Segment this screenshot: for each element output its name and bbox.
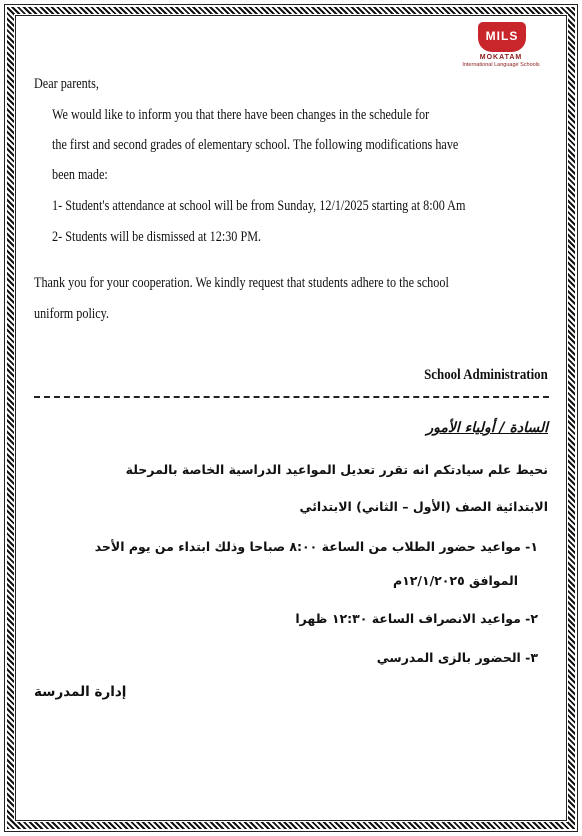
logo-school-name: MOKATAM bbox=[479, 54, 523, 61]
logo-school-subtitle: International Language Schools bbox=[462, 62, 540, 68]
logo-badge: MILS bbox=[478, 22, 526, 52]
school-logo bbox=[452, 20, 550, 74]
arabic-list-item: ٢- مواعيد الانصراف الساعة ١٢:٣٠ ظهرا bbox=[295, 611, 538, 626]
arabic-list-item: ١- مواعيد حضور الطلاب من الساعة ٨:٠٠ صباحا وذلك ابتداء من يوم الأحد bbox=[94, 539, 538, 554]
english-intro-line: been made: bbox=[52, 167, 108, 183]
arabic-intro-line: نحيط علم سيادتكم انه تقرر تعديل المواعيد الدراسية الخاصة بالمرحلة bbox=[125, 462, 548, 477]
english-intro-line: We would like to inform you that there have been changes in the schedule for bbox=[52, 107, 430, 123]
english-list-item: 1- Student's attendance at school will be from Sunday, 12/1/2025 starting at 8:00 Am bbox=[52, 198, 466, 214]
arabic-list-item: ٣- الحضور بالزى المدرسي bbox=[376, 650, 538, 665]
english-list-item: 2- Students will be dismissed at 12:30 PM. bbox=[52, 229, 262, 245]
arabic-list-item-continuation: الموافق ١٢/١/٢٠٢٥م bbox=[392, 573, 518, 588]
arabic-signature: إدارة المدرسة bbox=[34, 684, 127, 700]
arabic-salutation: السادة / أولياء الأمور bbox=[426, 420, 548, 436]
english-salutation: Dear parents, bbox=[34, 76, 99, 92]
english-signature: School Administration bbox=[424, 367, 548, 383]
arabic-intro-line: الابتدائية الصف (الأول – الثاني) الابتدائي bbox=[299, 499, 548, 514]
english-closing-line: Thank you for your cooperation. We kindly request that students adhere to the school bbox=[34, 275, 449, 291]
english-intro-line: the first and second grades of elementary school. The following modifications have bbox=[52, 137, 459, 153]
section-divider bbox=[34, 396, 549, 398]
english-closing-line: uniform policy. bbox=[34, 306, 109, 322]
